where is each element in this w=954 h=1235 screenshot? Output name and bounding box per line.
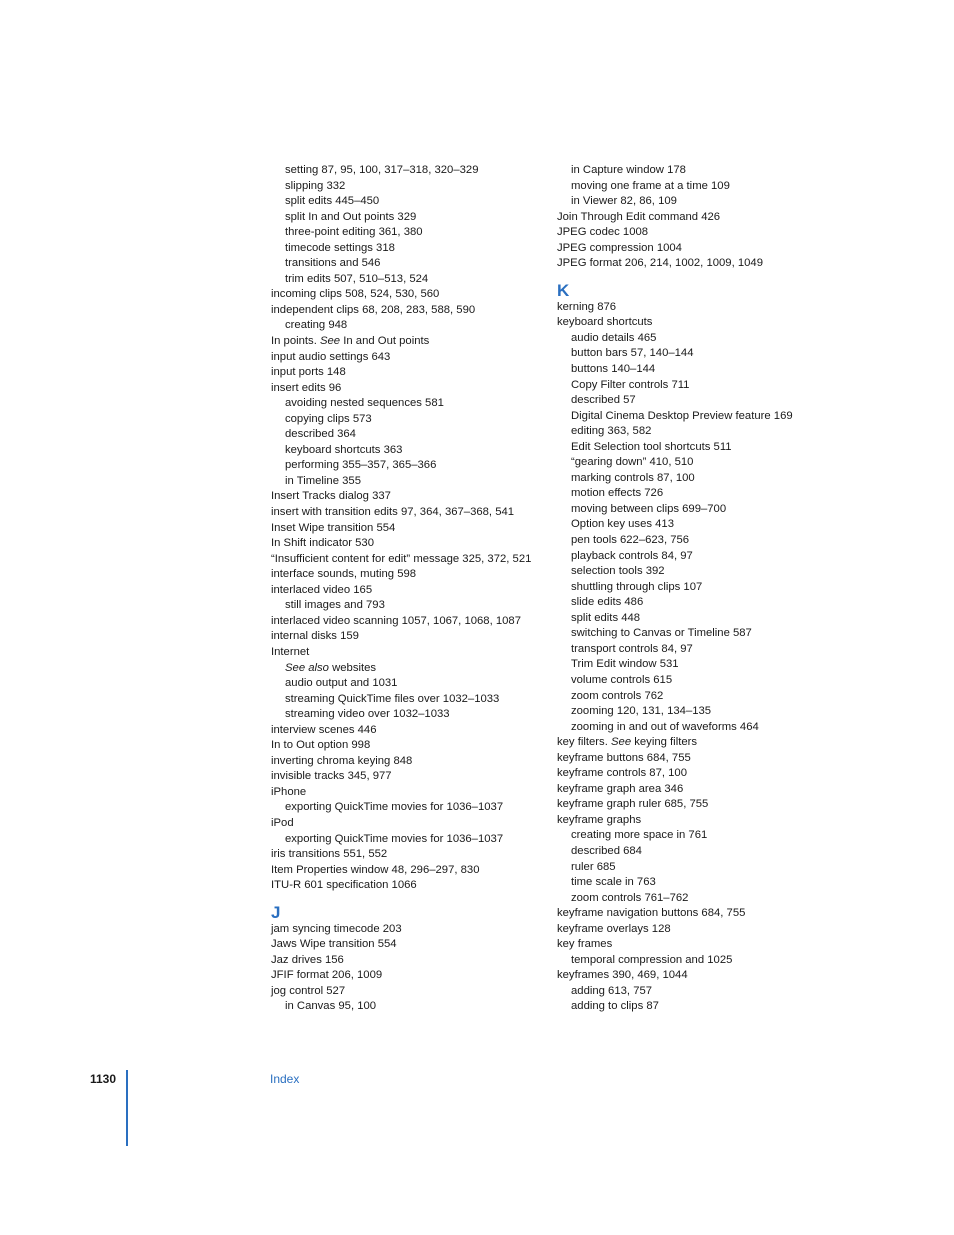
index-entry: keyframe graph area 346 [557, 782, 684, 795]
index-subentry: exporting QuickTime movies for 1036–1037 [285, 801, 504, 814]
index-subentry: audio output and 1031 [285, 677, 398, 690]
index-entry: input audio settings 643 [271, 350, 391, 363]
index-subentry: Option key uses 413 [571, 518, 674, 531]
index-subentry: keyboard shortcuts 363 [285, 443, 403, 456]
index-letter-heading: K [557, 280, 570, 300]
index-entry: input ports 148 [271, 366, 346, 379]
index-entry: independent clips 68, 208, 283, 588, 590 [271, 303, 476, 316]
index-subentry: setting 87, 95, 100, 317–318, 320–329 [285, 164, 479, 176]
index-entry: keyframe buttons 684, 755 [557, 751, 691, 764]
index-subentry: streaming video over 1032–1033 [285, 708, 450, 721]
index-entry: In Shift indicator 530 [271, 537, 374, 550]
see-target: In and Out points [340, 335, 430, 348]
index-entry: incoming clips 508, 524, 530, 560 [271, 288, 440, 301]
index-subentry: in Capture window 178 [571, 164, 686, 176]
see-reference: See also [285, 661, 329, 674]
index-subentry: transport controls 84, 97 [571, 642, 693, 655]
index-subentry: volume controls 615 [571, 673, 673, 686]
index-subentry: adding to clips 87 [571, 1000, 659, 1013]
index-entry: Insert Tracks dialog 337 [271, 490, 391, 503]
index-subentry: avoiding nested sequences 581 [285, 397, 444, 410]
index-column-left [271, 163, 561, 1015]
see-target: websites [328, 661, 377, 674]
index-subentry: marking controls 87, 100 [571, 471, 695, 484]
section-label: Index [270, 1072, 300, 1086]
index-entry: In to Out option 998 [271, 739, 371, 752]
see-target: keying filters [631, 736, 698, 749]
index-entry: keyframe controls 87, 100 [557, 767, 687, 780]
page-number: 1130 [90, 1072, 117, 1086]
index-entry: keyframe overlays 128 [557, 922, 671, 935]
footer-divider [126, 1070, 128, 1146]
index-subentry: Copy Filter controls 711 [571, 378, 690, 391]
index-subentry: shuttling through clips 107 [571, 580, 703, 593]
index-subentry: buttons 140–144 [571, 363, 656, 376]
index-subentry: trim edits 507, 510–513, 524 [285, 272, 429, 285]
index-subentry: slipping 332 [285, 179, 346, 192]
index-subentry: playback controls 84, 97 [571, 549, 693, 562]
index-entry: Jaz drives 156 [271, 953, 344, 966]
index-subentry: switching to Canvas or Timeline 587 [571, 627, 752, 640]
index-subentry: “gearing down” 410, 510 [571, 456, 694, 469]
index-subentry: slide edits 486 [571, 596, 644, 609]
index-subentry: streaming QuickTime files over 1032–1033 [285, 692, 500, 705]
index-entry: interlaced video scanning 1057, 1067, 1068, 1087 [271, 614, 521, 627]
index-subentry: exporting QuickTime movies for 1036–1037 [285, 832, 504, 845]
index-subentry: split edits 448 [571, 611, 641, 624]
index-entry: inverting chroma keying 848 [271, 754, 413, 767]
index-subentry: selection tools 392 [571, 565, 665, 578]
index-subentry: three-point editing 361, 380 [285, 226, 423, 239]
index-entry: invisible tracks 345, 977 [271, 770, 392, 783]
index-subentry: temporal compression and 1025 [571, 953, 733, 966]
index-subentry: pen tools 622–623, 756 [571, 534, 690, 547]
index-subentry: in Timeline 355 [285, 474, 361, 487]
index-subentry: zooming 120, 131, 134–135 [571, 705, 712, 718]
index-subentry: described 364 [285, 428, 356, 441]
index-subentry: time scale in 763 [571, 876, 656, 889]
index-subentry: described 57 [571, 394, 636, 407]
index-subentry: copying clips 573 [285, 412, 372, 425]
index-entry [557, 735, 847, 751]
index-subentry: performing 355–357, 365–366 [285, 459, 437, 472]
index-entry: iPhone [271, 785, 307, 798]
index-entry: insert edits 96 [271, 381, 342, 394]
index-subentry: Edit Selection tool shortcuts 511 [571, 440, 732, 453]
index-subentry: Digital Cinema Desktop Preview feature 169 [571, 409, 793, 422]
index-subentry: Trim Edit window 531 [571, 658, 679, 671]
index-entry: insert with transition edits 97, 364, 367–368, 541 [271, 506, 515, 519]
entry-text: In points. [271, 335, 320, 348]
index-subentry: transitions and 546 [285, 257, 381, 270]
index-entry: iris transitions 551, 552 [271, 848, 388, 861]
index-column-right [557, 163, 847, 1015]
index-subentry: moving one frame at a time 109 [571, 179, 730, 192]
index-entry: Jaws Wipe transition 554 [271, 938, 397, 951]
see-reference: See [611, 736, 632, 749]
index-entry: interlaced video 165 [271, 583, 373, 596]
index-entry: Internet [271, 645, 310, 658]
index-entry: keyframes 390, 469, 1044 [557, 969, 688, 982]
index-entry: jam syncing timecode 203 [271, 922, 402, 935]
index-entry: JPEG compression 1004 [557, 241, 682, 254]
index-entry: kerning 876 [557, 300, 617, 313]
index-entry: key frames [557, 938, 613, 951]
index-entry: “Insufficient content for edit” message 325, 372, 521 [271, 552, 532, 565]
index-entry: keyframe graphs [557, 813, 642, 826]
index-subentry: in Canvas 95, 100 [285, 1000, 377, 1013]
index-subentry: audio details 465 [571, 331, 657, 344]
index-subentry: creating 948 [285, 319, 348, 332]
index-entry: Join Through Edit command 426 [557, 210, 721, 223]
see-reference: See [319, 335, 341, 348]
index-entry: interface sounds, muting 598 [271, 568, 417, 581]
index-subentry: split edits 445–450 [285, 195, 380, 208]
index-entry: iPod [271, 816, 294, 829]
index-subentry: zoom controls 761–762 [571, 891, 689, 904]
index-entry: ITU-R 601 specification 1066 [271, 879, 417, 892]
entry-text: key filters. [557, 736, 611, 749]
index-subentry: in Viewer 82, 86, 109 [571, 195, 677, 208]
index-subentry: moving between clips 699–700 [571, 502, 727, 515]
index-entry: jog control 527 [271, 984, 346, 997]
index-entry [271, 334, 561, 350]
index-subentry: motion effects 726 [571, 487, 664, 500]
index-subentry: adding 613, 757 [571, 984, 653, 997]
index-subentry [271, 661, 561, 677]
index-entry: keyframe graph ruler 685, 755 [557, 798, 709, 811]
index-subentry: editing 363, 582 [571, 425, 652, 438]
index-subentry: zooming in and out of waveforms 464 [571, 720, 759, 733]
index-subentry: timecode settings 318 [285, 241, 395, 254]
index-subentry: still images and 793 [285, 599, 385, 612]
index-subentry: zoom controls 762 [571, 689, 664, 702]
index-entry: interview scenes 446 [271, 723, 377, 736]
index-entry: Inset Wipe transition 554 [271, 521, 396, 534]
index-subentry: ruler 685 [571, 860, 616, 873]
index-entry: JFIF format 206, 1009 [271, 969, 383, 982]
index-letter-heading: J [271, 902, 281, 922]
index-entry: Item Properties window 48, 296–297, 830 [271, 863, 480, 876]
index-subentry: split In and Out points 329 [285, 210, 417, 223]
index-entry: internal disks 159 [271, 630, 359, 643]
index-subentry: creating more space in 761 [571, 829, 708, 842]
index-subentry: button bars 57, 140–144 [571, 347, 694, 360]
index-entry: JPEG format 206, 214, 1002, 1009, 1049 [557, 257, 763, 270]
index-entry: keyboard shortcuts [557, 316, 653, 329]
index-subentry: described 684 [571, 844, 642, 857]
index-entry: keyframe navigation buttons 684, 755 [557, 907, 746, 920]
index-entry: JPEG codec 1008 [557, 226, 649, 239]
